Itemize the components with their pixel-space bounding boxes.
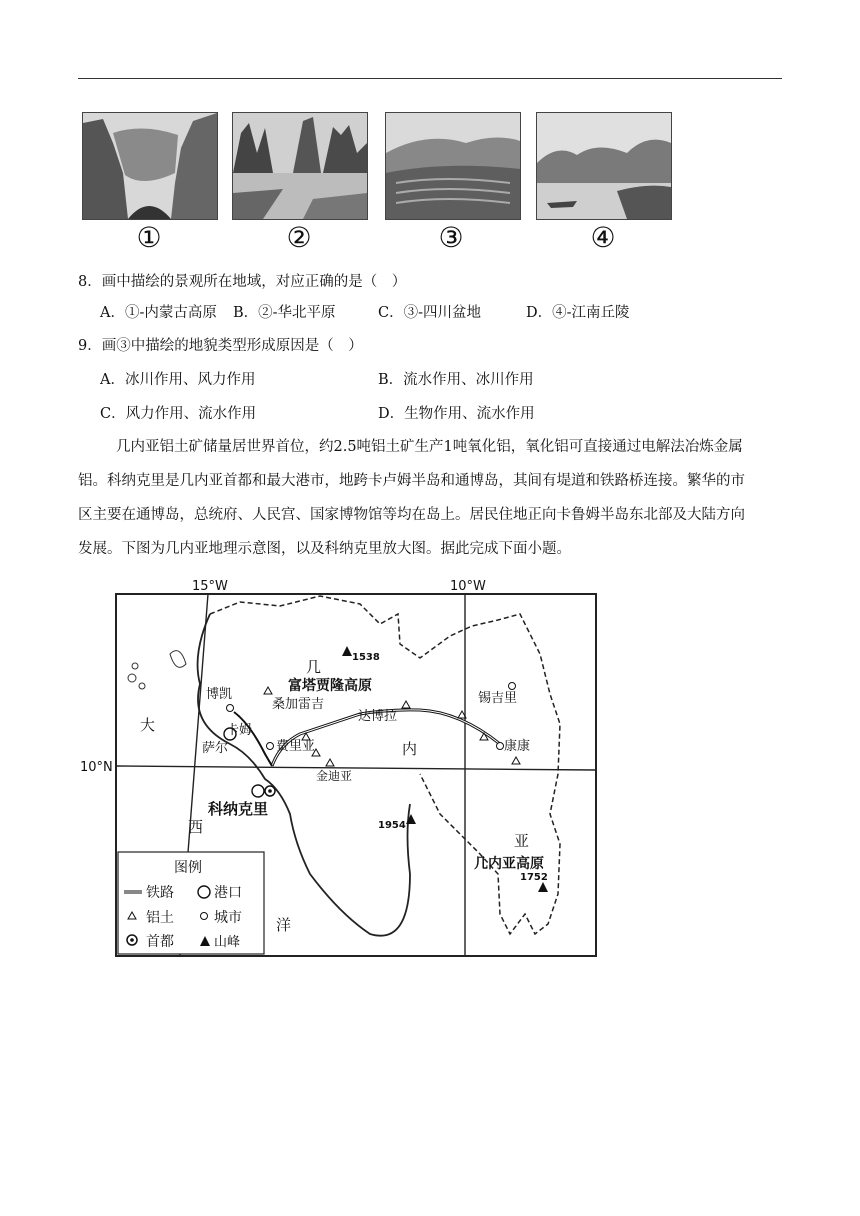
question-8-option-c[interactable]: C．③-四川盆地: [378, 305, 481, 321]
passage-line-1: 几内亚铝土矿储量居世界首位，约2.5吨铝土矿生产1吨氧化铝，氧化铝可直接通过电解法冶炼金属: [116, 439, 743, 455]
question-9-option-b[interactable]: B．流水作用、冰川作用: [378, 372, 534, 388]
peak-1538-label: 1538: [352, 652, 380, 663]
country-char-1: 几: [306, 658, 322, 676]
ocean-char-3: 洋: [276, 916, 292, 934]
question-8-option-b[interactable]: B．②-华北平原: [233, 305, 336, 321]
passage-line-4: 发展。下图为几内亚地理示意图，以及科纳克里放大图。据此完成下面小题。: [78, 541, 571, 557]
country-char-3: 亚: [514, 832, 530, 850]
painting-4-image: [536, 112, 672, 220]
legend-peak-label: 山峰: [214, 935, 241, 950]
painting-3-image: [385, 112, 521, 220]
city-dabola: 达博拉: [358, 709, 398, 724]
plateau-fouta-djallon-label: 富塔贾隆高原: [288, 678, 372, 694]
question-8-option-d[interactable]: D．④-江南丘陵: [526, 305, 630, 321]
map-legend: [118, 852, 264, 954]
legend-capital-label: 首都: [146, 934, 174, 950]
lon-10w-label: 10°W: [450, 579, 486, 594]
guinea-map: [80, 574, 602, 960]
passage-line-2: 铝。科纳克里是几内亚首都和最大港市，地跨卡卢姆半岛和通博岛，其间有堤道和铁路桥连接。繁华的市: [78, 473, 745, 489]
lon-15w-label: 15°W: [192, 579, 228, 594]
city-siguiri: 锡吉里: [478, 691, 518, 706]
city-boke: 博凯: [206, 687, 233, 702]
question-8-option-a[interactable]: A．①-内蒙古高原: [100, 305, 217, 321]
question-9-option-a[interactable]: A．冰川作用、风力作用: [100, 372, 256, 388]
painting-4-label: ④: [590, 221, 616, 254]
legend-city-label: 城市: [214, 910, 242, 926]
header-rule: [78, 78, 782, 79]
city-sangaredi: 桑加雷吉: [272, 697, 325, 712]
question-9-stem: 9．画③中描绘的地貌类型形成原因是（ ）: [78, 338, 363, 354]
city-kankan: 康康: [504, 739, 531, 754]
peak-1752-label: 1752: [520, 872, 548, 883]
question-8-stem: 8．画中描绘的景观所在地域，对应正确的是（ ）: [78, 274, 407, 290]
painting-1-image: [82, 112, 218, 220]
legend-title: 图例: [174, 860, 202, 876]
legend-rail-label: 铁路: [146, 885, 174, 901]
painting-2-image: [232, 112, 368, 220]
legend-port-label: 港口: [214, 885, 242, 901]
city-kamsar-2: 萨尔: [202, 741, 229, 756]
plateau-guinea-label: 几内亚高原: [474, 856, 544, 872]
legend-bauxite-label: 铝土: [146, 910, 174, 926]
passage-line-3: 区主要在通博岛，总统府、人民宫、国家博物馆等均在岛上。居民住地正向卡鲁姆半岛东北部及大陆方向: [78, 507, 745, 523]
ocean-char-2: 西: [188, 818, 204, 836]
ocean-char-1: 大: [140, 716, 156, 734]
city-fria: 费里亚: [276, 739, 316, 754]
question-9-option-c[interactable]: C．风力作用、流水作用: [100, 406, 257, 422]
country-char-2: 内: [402, 740, 418, 758]
painting-3-label: ③: [438, 221, 464, 254]
lat-10n-label: 10°N: [80, 760, 113, 775]
city-conakry: 科纳克里: [208, 800, 269, 818]
peak-1954-label: 1954: [378, 820, 406, 831]
question-9-option-d[interactable]: D．生物作用、流水作用: [378, 406, 535, 422]
city-kamsar-1: 卡姆: [226, 723, 253, 738]
city-kindia: 金迪亚: [316, 769, 353, 783]
painting-2-label: ②: [286, 221, 312, 254]
painting-1-label: ①: [136, 221, 162, 254]
